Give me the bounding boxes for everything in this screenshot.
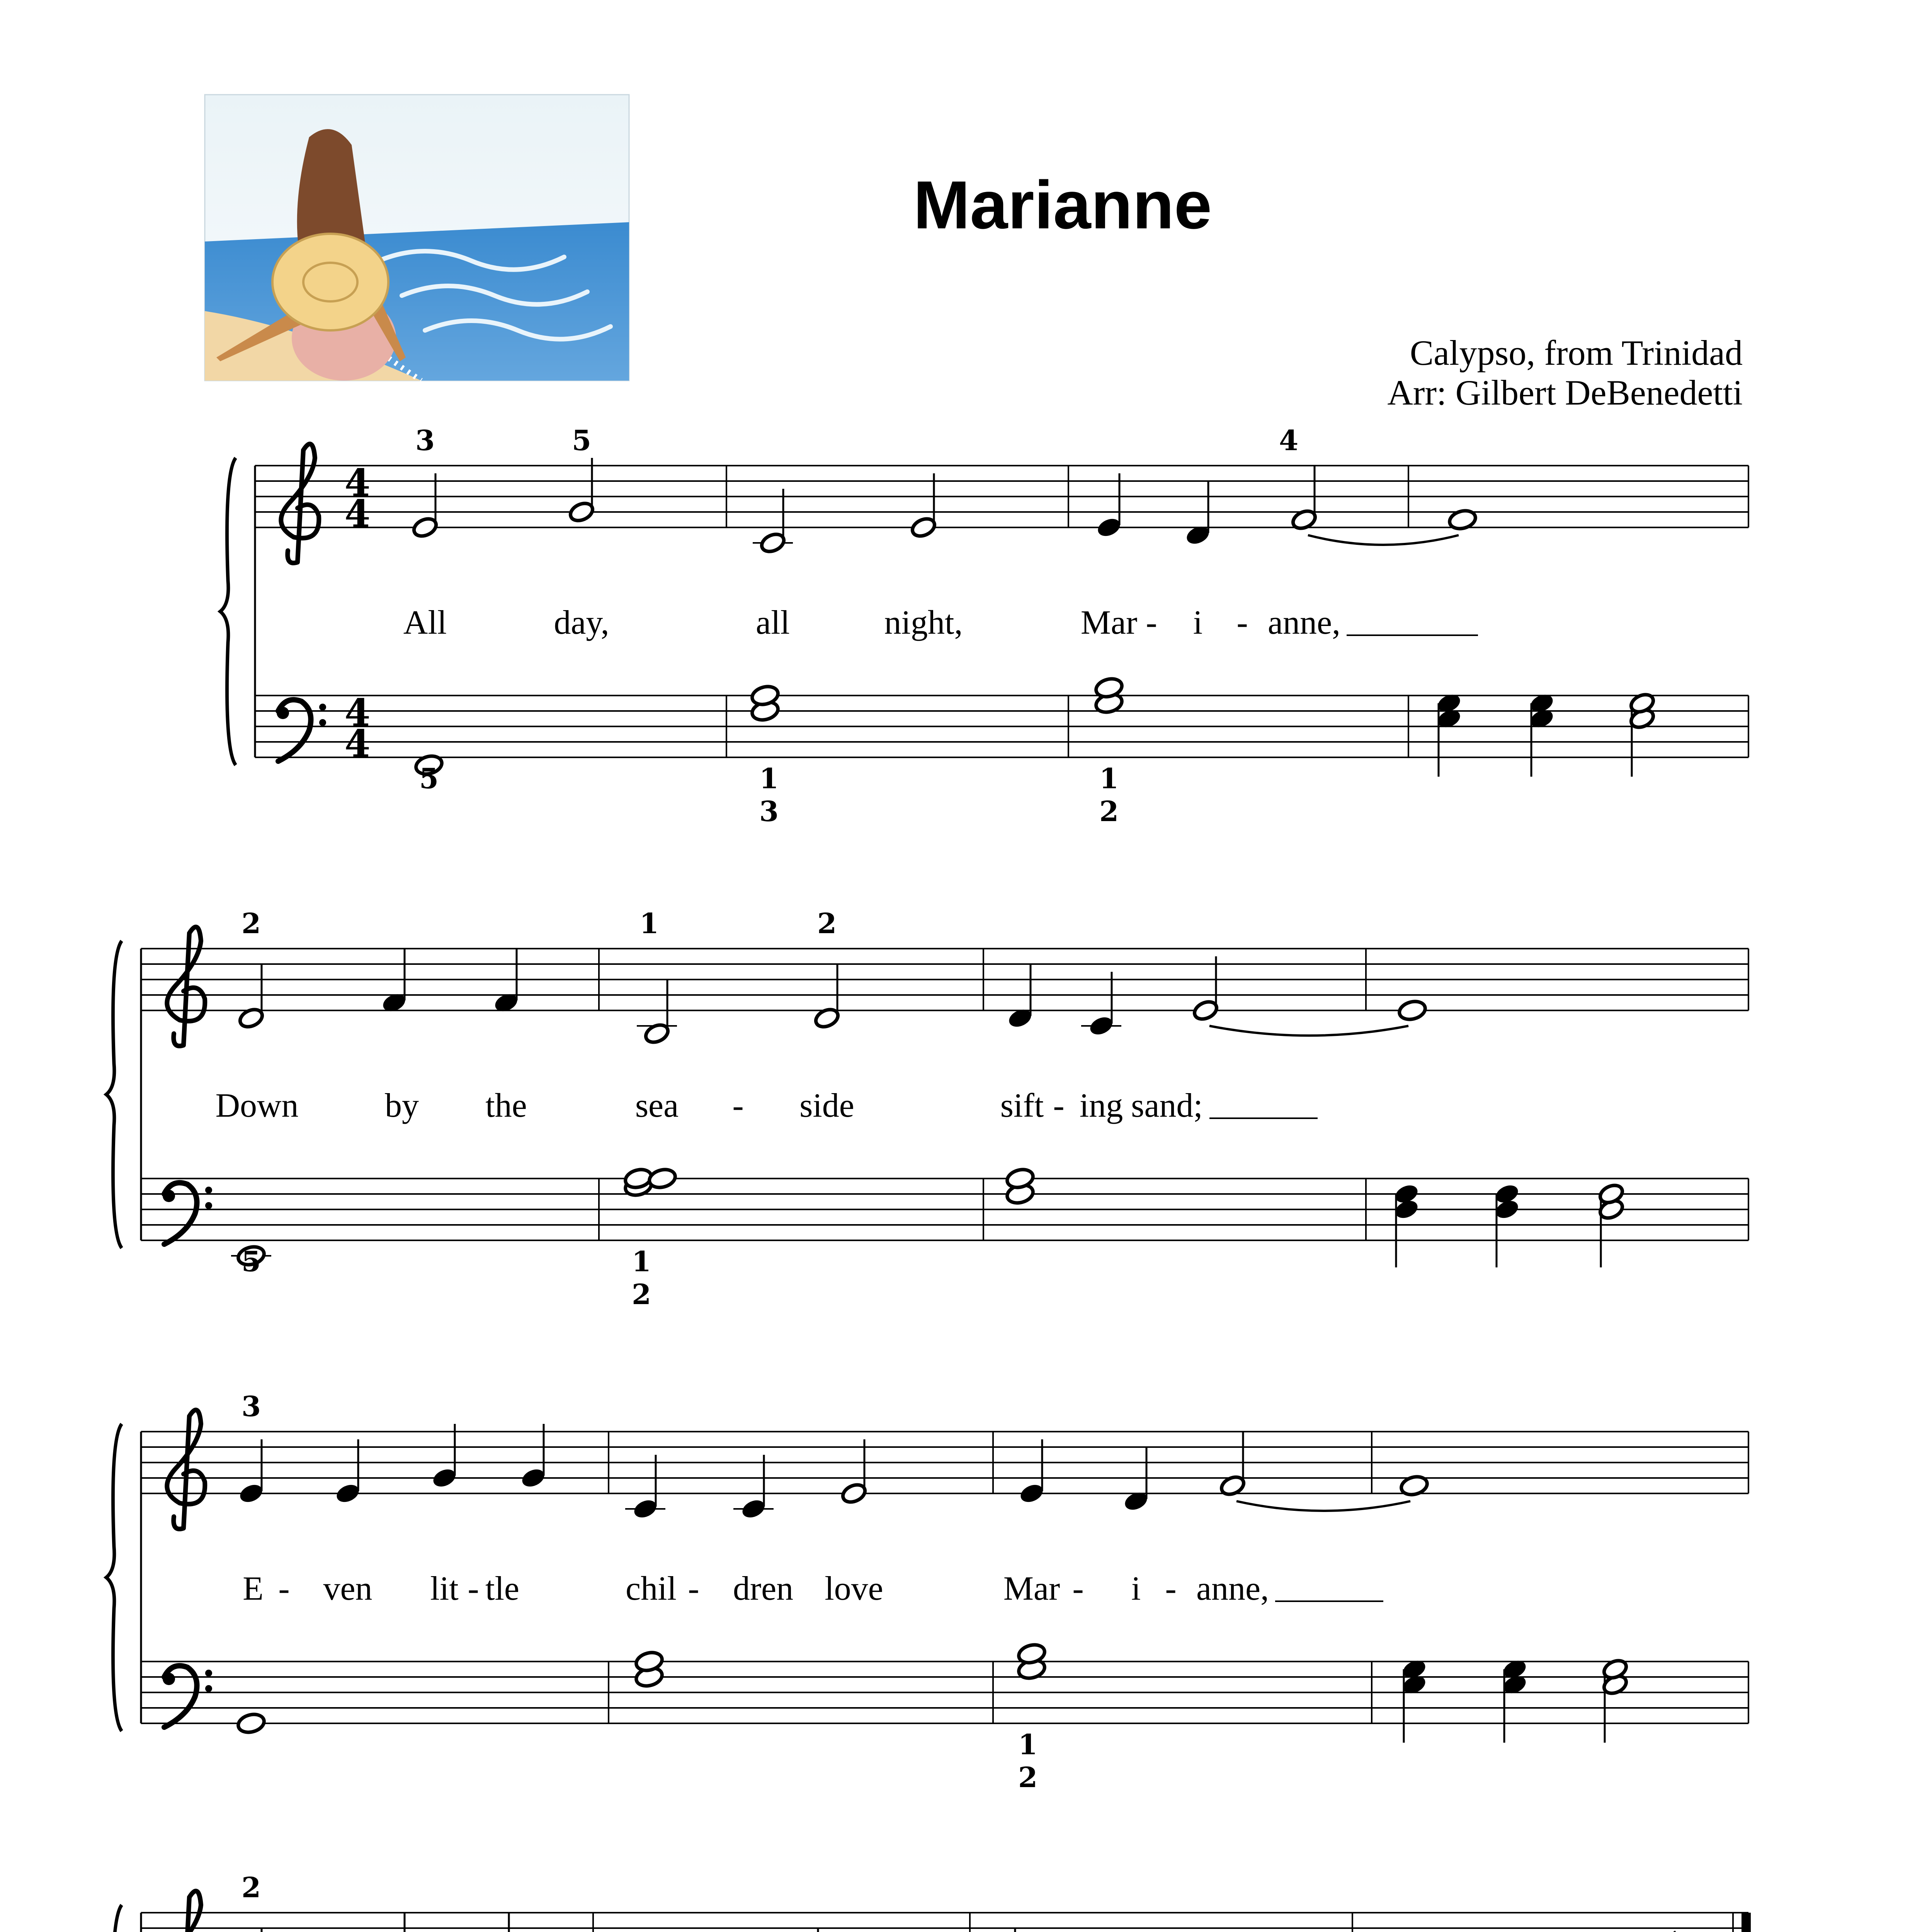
fingering: 3 — [759, 795, 779, 828]
credits — [1198, 333, 1743, 413]
note — [1290, 466, 1318, 532]
lyric-syllable: Mar — [1003, 1570, 1060, 1607]
lyric-syllable: side — [799, 1087, 854, 1124]
lyric-syllable: sea — [635, 1087, 679, 1124]
note — [430, 1424, 458, 1490]
bass-chord — [1501, 1657, 1528, 1743]
clef-dot — [205, 1187, 212, 1194]
bass-clef-icon — [277, 700, 326, 761]
note — [910, 473, 937, 539]
bass-chord — [1628, 691, 1656, 777]
lyric-syllable: anne, — [1267, 604, 1341, 641]
clef-dot — [163, 1673, 175, 1685]
time-sig-denominator: 4 — [344, 722, 371, 765]
arranger-credit: Arr: Gilbert DeBenedetti — [1387, 373, 1743, 413]
note — [1397, 999, 1427, 1022]
lyric-syllable: - — [278, 1570, 290, 1607]
tie — [1236, 1501, 1410, 1511]
time-sig-numerator: 4 — [344, 691, 371, 735]
lyric-syllable: - — [1053, 1087, 1065, 1124]
lyric-syllable: i — [1193, 604, 1203, 641]
fingering: 1 — [1018, 1728, 1038, 1761]
lyric-syllable: anne, — [1196, 1570, 1269, 1607]
clef-shape — [167, 1410, 205, 1529]
lyric-syllable: all — [756, 604, 790, 641]
fingering: 5 — [419, 762, 439, 795]
brace — [106, 941, 122, 1248]
treble-staff — [141, 949, 1748, 1010]
lyric-syllable: night, — [884, 604, 963, 641]
bass-chord — [750, 684, 780, 723]
note — [1184, 481, 1211, 547]
bass-clef-icon — [163, 1666, 212, 1727]
note — [1006, 964, 1034, 1030]
note — [643, 980, 670, 1046]
lyric-syllable: All — [403, 604, 447, 641]
tie — [1209, 1026, 1408, 1036]
lyric-syllable: - — [1236, 604, 1248, 641]
system-1 — [220, 424, 1748, 828]
lyric-syllable: tle — [485, 1570, 519, 1607]
note — [740, 1455, 767, 1521]
lyric-syllable: by — [385, 1087, 419, 1124]
brace — [106, 1905, 122, 1932]
note — [519, 1424, 547, 1490]
fingering: 5 — [571, 424, 592, 457]
lyric-syllable: - — [468, 1570, 479, 1607]
note — [568, 458, 595, 524]
bass-chord — [1005, 1167, 1035, 1206]
lyric-syllable: sift — [1000, 1087, 1044, 1124]
note — [334, 1439, 361, 1505]
note — [840, 1439, 867, 1505]
system-4 — [106, 1871, 1751, 1932]
lyric-syllable: sand; — [1131, 1087, 1203, 1124]
bass-chord — [1435, 691, 1463, 777]
clef-dot — [319, 704, 326, 711]
clef-shape — [281, 444, 319, 563]
lyric-syllable: - — [1072, 1570, 1084, 1607]
note — [237, 1439, 265, 1505]
note — [759, 489, 786, 555]
note-head — [647, 1167, 677, 1190]
bass-chord — [634, 1650, 664, 1689]
clef-dot — [205, 1685, 212, 1692]
treble-clef-icon — [167, 1410, 205, 1529]
brace — [220, 458, 236, 765]
bass-chord — [1400, 1657, 1428, 1743]
lyric-syllable: the — [485, 1087, 527, 1124]
treble-staff — [141, 1913, 1748, 1932]
lyric-syllable: day, — [554, 604, 609, 641]
clef-dot — [205, 1202, 212, 1209]
note — [492, 949, 520, 1015]
origin-credit: Calypso, from Trinidad — [1410, 333, 1743, 372]
song-title: Marianne — [913, 167, 1212, 243]
lyric-syllable: Down — [215, 1087, 299, 1124]
bass-chord — [1017, 1642, 1046, 1681]
bass-chord — [236, 1712, 266, 1735]
bass-chord — [1601, 1657, 1629, 1743]
note — [813, 964, 840, 1030]
note — [1087, 972, 1115, 1038]
note — [485, 1913, 512, 1932]
lyric-syllable: love — [825, 1570, 883, 1607]
clef-dot — [205, 1670, 212, 1677]
clef-dot — [163, 1190, 175, 1202]
fingering: 2 — [241, 907, 261, 940]
fingering: 5 — [241, 1245, 261, 1278]
treble-staff — [141, 1432, 1748, 1493]
note-head — [236, 1712, 266, 1735]
fingering: 1 — [631, 1245, 651, 1278]
lyric-syllable: ven — [323, 1570, 372, 1607]
treble-clef-icon — [167, 927, 205, 1046]
lyric-syllable: chil — [626, 1570, 677, 1607]
clef-shape — [167, 927, 205, 1046]
time-sig-denominator: 4 — [344, 492, 371, 536]
header-illustration — [205, 95, 629, 381]
lyric-syllable: Mar — [1080, 604, 1138, 641]
lyric-syllable: E — [243, 1570, 264, 1607]
final-barline-thick — [1742, 1913, 1751, 1932]
note — [237, 964, 265, 1030]
lyric-syllable: dren — [733, 1570, 794, 1607]
lyric-syllable: - — [688, 1570, 699, 1607]
time-sig-numerator: 4 — [344, 461, 371, 505]
bass-chord — [1528, 691, 1555, 777]
lyric-syllable: lit — [430, 1570, 459, 1607]
lyric-syllable: i — [1131, 1570, 1141, 1607]
clef-dot — [277, 707, 289, 719]
lyric-syllable: - — [1165, 1570, 1177, 1607]
treble-staff — [255, 466, 1748, 527]
note — [380, 949, 408, 1015]
lyric-syllable: - — [732, 1087, 744, 1124]
system-2 — [106, 907, 1748, 1311]
note — [1018, 1439, 1045, 1505]
note — [631, 1455, 659, 1521]
fingering: 2 — [1018, 1761, 1038, 1794]
lyric-syllable: - — [1146, 604, 1157, 641]
note — [1219, 1432, 1246, 1498]
fingering: 1 — [639, 907, 659, 940]
note — [1122, 1447, 1150, 1513]
clef-shape — [167, 1891, 205, 1932]
note — [380, 1913, 408, 1932]
tie — [1308, 535, 1459, 545]
system-3 — [106, 1390, 1748, 1794]
lyric-syllable: ing — [1079, 1087, 1123, 1124]
fingering: 1 — [759, 762, 779, 795]
fingering: 2 — [817, 907, 837, 940]
bass-chord — [1094, 676, 1124, 715]
fingering: 3 — [241, 1390, 261, 1423]
brace — [106, 1424, 122, 1731]
fingering: 2 — [1099, 795, 1119, 828]
fingering: 3 — [415, 424, 435, 457]
fingering: 1 — [1099, 762, 1119, 795]
bass-clef-icon — [163, 1183, 212, 1244]
note — [1192, 956, 1219, 1022]
bass-staff — [255, 696, 1748, 757]
note — [1095, 473, 1122, 539]
treble-clef-icon — [167, 1891, 205, 1932]
fingering: 2 — [631, 1278, 651, 1311]
clef-dot — [319, 719, 326, 726]
fingering: 2 — [241, 1871, 261, 1904]
note — [411, 473, 439, 539]
fingering: 4 — [1279, 424, 1299, 457]
treble-clef-icon — [281, 444, 319, 563]
note-head — [1397, 999, 1427, 1022]
